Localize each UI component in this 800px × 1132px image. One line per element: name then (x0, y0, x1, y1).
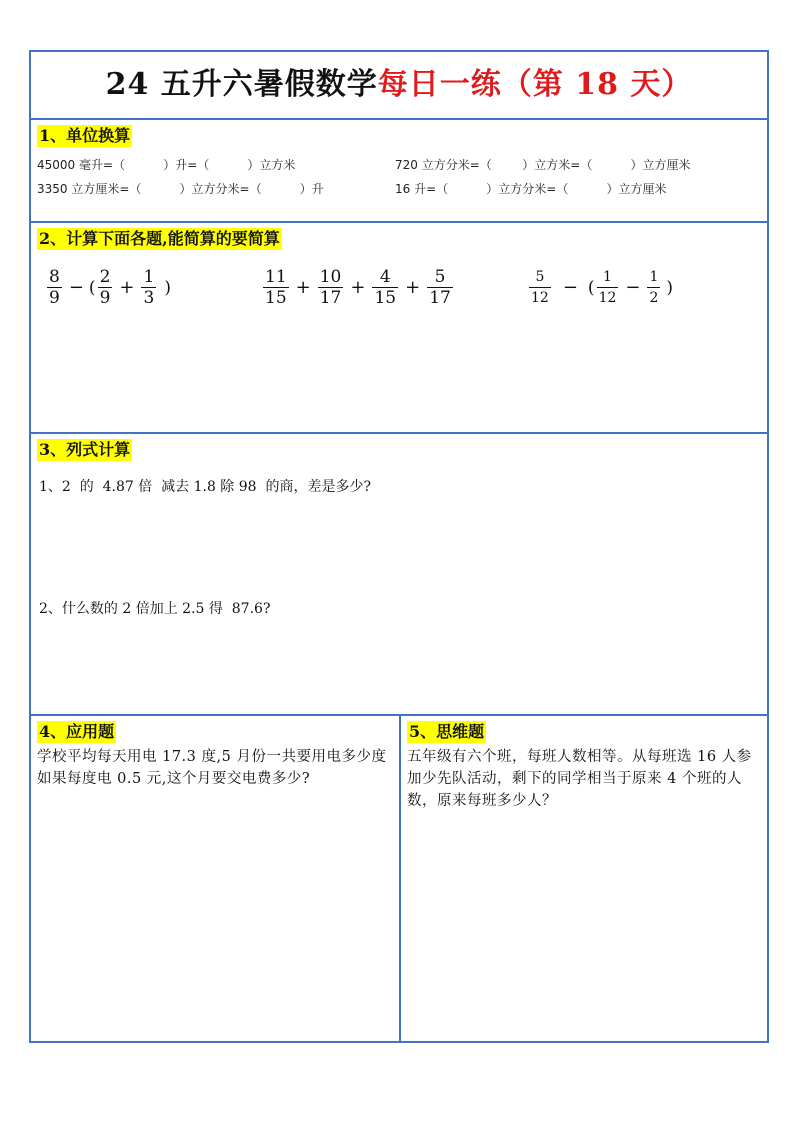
operator: + (350, 277, 366, 298)
conversion-line: 3350 立方厘米=（ ）立方分米=（ ）升 (37, 182, 324, 196)
section-thinking (401, 716, 767, 1043)
operator: − (625, 277, 641, 298)
question-2: 2、什么数的 2 倍加上 2.5 得 87.6? (39, 601, 271, 617)
operator: − (562, 277, 578, 298)
page-title (31, 52, 767, 118)
question-1: 1、2 的 4.87 倍 减去 1.8 除 98 的商，差是多少? (39, 479, 371, 495)
operator: + (405, 277, 421, 298)
title-main: 24 五升六暑假数学 (105, 67, 378, 102)
conversion-line: 16 升=（ ）立方分米=（ ）立方厘米 (395, 182, 667, 196)
paren: ( (587, 277, 595, 298)
section-problems (31, 716, 767, 1043)
paren: ) (164, 277, 171, 298)
fraction: $\frac{10}{17}$ (319, 267, 342, 308)
section-heading: 4、应用题 (39, 722, 115, 741)
conversion-line: 720 立方分米=（ ）立方米=（ ）立方厘米 (395, 158, 691, 172)
fraction: $\frac{5}{12}$ (531, 269, 549, 306)
section-heading: 2、计算下面各题,能简算的要简算 (39, 229, 280, 248)
section-heading: 1、单位换算 (39, 126, 131, 145)
fraction: $\frac{1}{12}$ (598, 269, 617, 306)
expression-2 (261, 267, 455, 308)
thinking-problem: 五年级有六个班，每班人数相等。从每班选 16 人参加少先队活动，剩下的同学相当于原来 4 个班的人数，原来每班多少人？ (407, 749, 752, 809)
paren: ) (666, 277, 674, 298)
operator: + (119, 277, 135, 298)
section-unit-conversion (31, 120, 767, 223)
operator: + (295, 277, 311, 298)
title-highlight: 每日一练（第 18 天） (377, 67, 693, 102)
fraction: $\frac{4}{15}$ (374, 267, 397, 308)
fraction: $\frac{1}{3}$ (143, 267, 155, 308)
worksheet (29, 50, 769, 1043)
fraction: $\frac{2}{9}$ (99, 267, 111, 308)
title-row (31, 52, 767, 120)
section-word-calculation (31, 434, 767, 716)
fraction: $\frac{8}{9}$ (49, 267, 60, 308)
paren: ( (88, 277, 96, 298)
section-heading: 3、列式计算 (39, 440, 131, 459)
fraction: $\frac{1}{2}$ (649, 269, 659, 306)
section-application (31, 716, 401, 1043)
conversion-line: 45000 毫升=（ ）升=（ ）立方米 (37, 158, 296, 172)
application-problem: 学校平均每天用电 17.3 度,5 月份一共要用电多少度 如果每度电 0.5 元,这个月要交电费多少? (37, 749, 387, 787)
fraction: $\frac{11}{15}$ (265, 267, 287, 308)
expression-1 (45, 267, 171, 308)
fraction: $\frac{5}{17}$ (429, 267, 451, 308)
section-heading: 5、思维题 (409, 722, 485, 741)
expression-3 (527, 267, 673, 308)
operator: − (68, 277, 84, 298)
section-calculation (31, 223, 767, 434)
